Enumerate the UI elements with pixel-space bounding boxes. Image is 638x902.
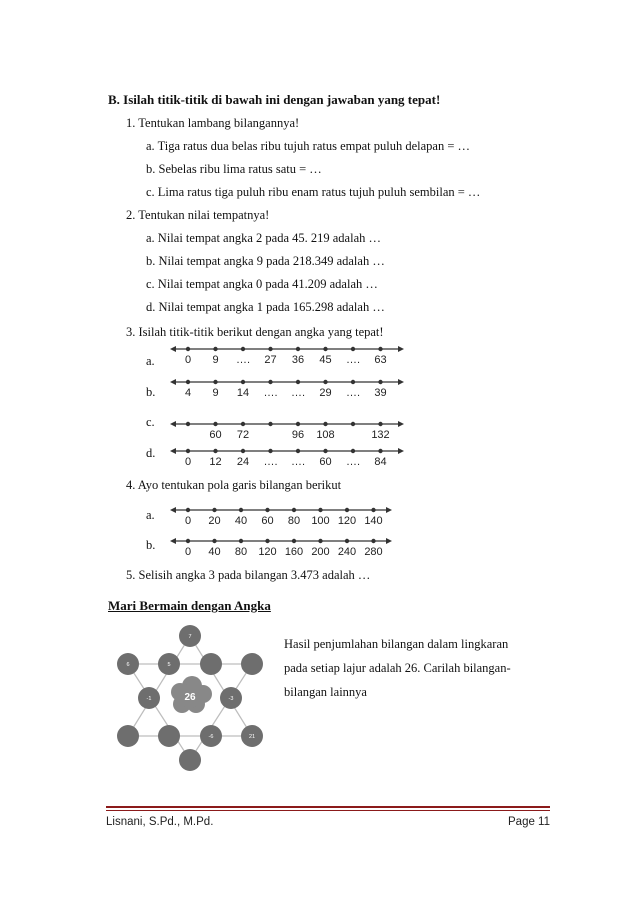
tick-point <box>318 508 322 512</box>
tick-label: 240 <box>337 546 357 558</box>
footer-page-number: Page 11 <box>508 816 550 828</box>
tick-point <box>241 449 245 453</box>
tick-point <box>241 347 245 351</box>
tick-label: …. <box>345 456 361 468</box>
q1-item-b: b. Sebelas ribu lima ratus satu = … <box>146 162 322 176</box>
tick-label: 9 <box>212 387 219 399</box>
tick-label: 80 <box>234 546 248 558</box>
number-line-q3c <box>172 419 404 441</box>
tick-label: 63 <box>374 354 387 366</box>
tick-point <box>241 422 245 426</box>
arrow-right-icon <box>398 448 404 454</box>
tick-point <box>213 347 217 351</box>
arrow-left-icon <box>170 507 176 513</box>
tick-point <box>296 347 300 351</box>
tick-point <box>351 449 355 453</box>
tick-point <box>351 380 355 384</box>
q3-letter-b: b. <box>146 385 156 399</box>
game-text-line-1: Hasil penjumlahan bilangan dalam lingkaran <box>284 637 509 651</box>
node-label-upper-left: 6 <box>126 662 130 668</box>
node-upper-inner-right <box>200 653 222 675</box>
tick-label: …. <box>235 354 251 366</box>
tick-label: 100 <box>311 515 330 527</box>
node-label-upper-inner-left: 5 <box>167 662 171 668</box>
q4-label: 4. Ayo tentukan pola garis bilangan berikut <box>126 478 342 492</box>
tick-label: 96 <box>291 429 305 441</box>
tick-point <box>186 449 190 453</box>
tick-point <box>186 539 190 543</box>
tick-point <box>296 380 300 384</box>
tick-point <box>378 449 382 453</box>
tick-point <box>268 347 272 351</box>
number-line-q4b <box>172 536 392 558</box>
center-sum: 26 <box>184 692 196 703</box>
tick-label: 0 <box>184 546 192 558</box>
arrow-right-icon <box>398 421 404 427</box>
tick-label: …. <box>290 456 306 468</box>
number-line-q3b <box>172 377 404 399</box>
tick-label: 0 <box>184 354 192 366</box>
tick-label: …. <box>290 387 306 399</box>
arrow-left-icon <box>170 448 176 454</box>
q2-item-a: a. Nilai tempat angka 2 pada 45. 219 adalah … <box>146 231 381 245</box>
q3-letter-a: a. <box>146 354 155 368</box>
tick-point <box>296 422 300 426</box>
tick-label: 108 <box>316 429 335 441</box>
tick-label: 40 <box>208 546 221 558</box>
tick-point <box>378 422 382 426</box>
tick-point <box>323 449 327 453</box>
q2-item-d: d. Nilai tempat angka 1 pada 165.298 adalah … <box>146 300 385 314</box>
tick-point <box>186 422 190 426</box>
tick-point <box>265 539 269 543</box>
tick-point <box>378 380 382 384</box>
arrow-right-icon <box>398 379 404 385</box>
arrow-right-icon <box>386 507 392 513</box>
tick-point <box>323 380 327 384</box>
tick-point <box>371 508 375 512</box>
tick-label: 140 <box>364 515 383 527</box>
tick-label: 200 <box>311 546 330 558</box>
tick-point <box>292 539 296 543</box>
tick-label: 132 <box>371 429 390 441</box>
q3-letter-c: c. <box>146 415 155 429</box>
arrow-left-icon <box>170 421 176 427</box>
tick-point <box>378 347 382 351</box>
arrow-left-icon <box>170 379 176 385</box>
tick-point <box>318 539 322 543</box>
q4-letter-a: a. <box>146 508 155 522</box>
tick-label: 12 <box>209 456 222 468</box>
tick-label: …. <box>263 456 278 468</box>
tick-point <box>213 380 217 384</box>
tick-point <box>345 508 349 512</box>
node-label-mid-right: -3 <box>228 696 234 702</box>
tick-label: 9 <box>212 354 219 366</box>
footer-rule-thick <box>106 806 550 808</box>
tick-point <box>268 380 272 384</box>
tick-point <box>186 347 190 351</box>
tick-label: 60 <box>209 429 222 441</box>
q3-letter-d: d. <box>146 446 156 460</box>
footer-author: Lisnani, S.Pd., M.Pd. <box>106 816 214 828</box>
tick-point <box>371 539 375 543</box>
tick-label: 0 <box>184 515 192 527</box>
tick-label: 40 <box>234 515 248 527</box>
tick-label: 4 <box>184 387 192 399</box>
node-upper-right <box>241 653 263 675</box>
tick-point <box>323 422 327 426</box>
tick-label: 80 <box>287 515 301 527</box>
q2-item-c: c. Nilai tempat angka 0 pada 41.209 adalah … <box>146 277 378 291</box>
tick-point <box>351 422 355 426</box>
q1-item-c: c. Lima ratus tiga puluh ribu enam ratus tujuh puluh sembilan = … <box>146 185 481 199</box>
node-lower-inner-left <box>158 725 180 747</box>
q1-label: 1. Tentukan lambang bilangannya! <box>126 116 300 130</box>
tick-point <box>351 347 355 351</box>
number-line-q3d <box>172 446 404 468</box>
tick-label: 0 <box>184 456 192 468</box>
node-lower-left <box>117 725 139 747</box>
tick-label: 280 <box>364 546 383 558</box>
game-text-line-3: bilangan lainnya <box>284 685 367 699</box>
tick-point <box>186 508 190 512</box>
tick-point <box>345 539 349 543</box>
tick-point <box>213 449 217 453</box>
tick-label: 160 <box>284 546 304 558</box>
arrow-left-icon <box>170 538 176 544</box>
q2-item-b: b. Nilai tempat angka 9 pada 218.349 adalah … <box>146 254 385 268</box>
tick-label: 24 <box>236 456 250 468</box>
node-label-lower-right: 21 <box>248 734 256 740</box>
tick-point <box>212 508 216 512</box>
tick-point <box>323 347 327 351</box>
q1-item-a: a. Tiga ratus dua belas ribu tujuh ratus empat puluh delapan = … <box>146 139 471 153</box>
tick-label: …. <box>263 387 278 399</box>
tick-label: 29 <box>319 387 332 399</box>
arrow-right-icon <box>386 538 392 544</box>
q5-label: 5. Selisih angka 3 pada bilangan 3.473 adalah … <box>126 568 371 582</box>
q4-letter-b: b. <box>146 538 156 552</box>
star-puzzle-diagram <box>110 620 270 776</box>
tick-label: 60 <box>261 515 274 527</box>
tick-point <box>268 422 272 426</box>
arrow-right-icon <box>398 346 404 352</box>
tick-point <box>239 508 243 512</box>
tick-label: 72 <box>236 429 250 441</box>
node-label-lower-inner-right: -6 <box>208 734 214 740</box>
tick-point <box>212 539 216 543</box>
node-bottom <box>179 749 201 771</box>
tick-label: …. <box>345 354 361 366</box>
node-label-top: 7 <box>188 634 192 640</box>
tick-label: 14 <box>236 387 250 399</box>
tick-label: 20 <box>208 515 221 527</box>
game-text-line-2: pada setiap lajur adalah 26. Carilah bilangan- <box>284 661 511 675</box>
number-line-q3a <box>172 344 404 366</box>
tick-label: 84 <box>374 456 387 468</box>
footer-rule-thin <box>106 810 550 811</box>
tick-label: 45 <box>319 354 332 366</box>
node-label-mid-left: -1 <box>146 696 152 702</box>
game-title: Mari Bermain dengan Angka <box>108 598 271 613</box>
arrow-left-icon <box>170 346 176 352</box>
tick-point <box>292 508 296 512</box>
tick-label: 60 <box>319 456 332 468</box>
tick-label: …. <box>345 387 361 399</box>
section-b-title: B. Isilah titik-titik di bawah ini dengan jawaban yang tepat! <box>108 92 441 107</box>
number-line-q4a <box>172 505 392 527</box>
tick-point <box>265 508 269 512</box>
tick-label: 120 <box>258 546 277 558</box>
tick-label: 36 <box>291 354 305 366</box>
tick-point <box>268 449 272 453</box>
tick-point <box>239 539 243 543</box>
tick-point <box>296 449 300 453</box>
tick-label: 120 <box>337 515 357 527</box>
q3-label: 3. Isilah titik-titik berikut dengan angka yang tepat! <box>126 325 384 339</box>
tick-point <box>213 422 217 426</box>
q2-label: 2. Tentukan nilai tempatnya! <box>126 208 270 222</box>
tick-point <box>241 380 245 384</box>
tick-label: 39 <box>374 387 387 399</box>
tick-label: 27 <box>264 354 277 366</box>
tick-point <box>186 380 190 384</box>
